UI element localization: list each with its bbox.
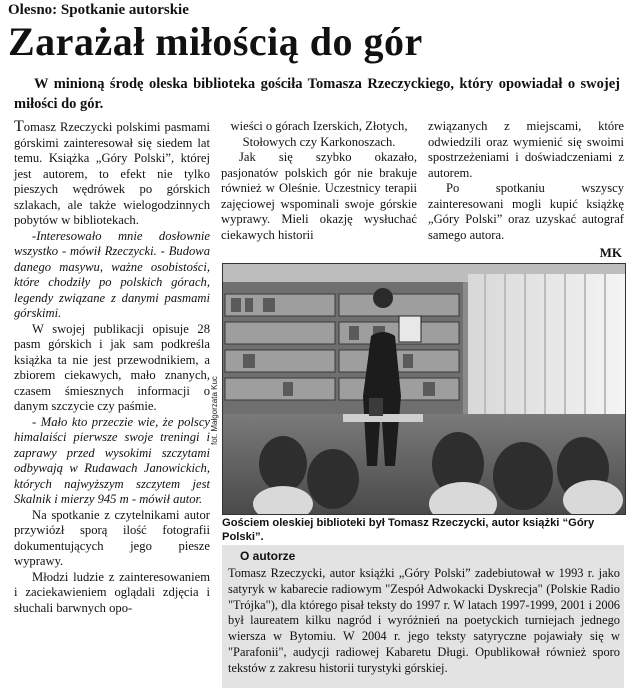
- quote-text: -Interesowało mnie dosłownie wszystko - mówił Rzeczycki. - Budowa danego masywu, ważne osobistości, które chodziły po polskich górach, legendy związane z danymi pasmami górskimi.: [14, 228, 210, 320]
- article-lead: W minioną środę oleska biblioteka gościła Tomasza Rzeczyckiego, który opowiadał o swojej miłości do gór.: [14, 76, 620, 112]
- article-kicker: Olesno: Spotkanie autorskie: [8, 2, 189, 18]
- column1-paragraph-1: [14, 119, 210, 229]
- column3-paragraph-1: związanych z miejscami, które odwiedzili oraz wymienić się swoimi spostrzeżeniami i doświadczeniami z autorem.: [428, 119, 624, 180]
- about-author-title: O autorze: [240, 549, 296, 563]
- about-author-box: [222, 545, 624, 688]
- text-column-1: [14, 119, 210, 616]
- quote-text-2: - Mało kto przeczie wie, że polscy himalaiści pierwsze swoje treningi i zaprawy przed wysokimi szczytami odbywają w Rudawach Janowickich, których najwyższym szczytem jest Skalnik i mierzy 945 m - mówił autor.: [14, 414, 210, 506]
- photo-caption: Gościem oleskiej biblioteki był Tomasz Rzeczycki, autor książki “Góry Polski”.: [222, 517, 595, 543]
- column1-paragraph-1-text: omasz Rzeczycki polskimi pasmami górskimi zainteresował się siedem lat temu. Książka „Góry Polski”, której jest autorem, to efekt nie tylko pieszych wędrówek po górskich szlakach, ale także wielogodzinnych pobytów w bibliotekach.: [14, 120, 210, 227]
- column1-paragraph-2: [14, 229, 210, 322]
- about-author-text: Tomasz Rzeczycki, autor książki „Góry Polski” zadebiutował w 1993 r. jako satyryk w kabarecie radiowym "Zespół Adwokacki Dyskrecja" (Polskie Radio "Trójka"), dla którego pisał teksty do 1997 r. W latach 1997-1999, 2001 i 2006 był laureatem kilku nagród i wyróżnień na poetyckich turniejach jednego wiersza w Bytomiu. W 2004 r. jego teksty satyryczne pojawiały się w "Parafonii", audycji radiowej Kabaretu Długi. Opublikował również sporo tekstów z zakresu historii turystyki górskiej.: [228, 566, 620, 675]
- column1-paragraph-4: [14, 415, 210, 508]
- column1-paragraph-3: W swojej publikacji opisuje 28 pasm górskich i jak sam podkreśla książka ta nie jest przewodnikiem, a zbiorem ciekawych, mało znanych, czasem śmiesznych informacji o danym szczycie czy paśmie.: [14, 321, 210, 413]
- article-photo: [222, 263, 626, 515]
- drop-cap: T: [14, 118, 24, 135]
- column1-paragraph-6: Młodzi ludzie z zainteresowaniem i zaciekawieniem oglądali zdjęcia i słuchali barwnych opo-: [14, 569, 210, 615]
- text-column-3: [428, 119, 624, 243]
- text-column-2: [221, 119, 417, 243]
- photo-illustration: [223, 264, 625, 514]
- column1-paragraph-5: Na spotkanie z czytelnikami autor przywiózł sporą ilość fotografii dokumentujących jego piesze wyprawy.: [14, 507, 210, 568]
- column2-paragraph-1: wieści o górach Izerskich, Złotych, Stołowych czy Karkonoszach.: [230, 119, 408, 149]
- column2-paragraph-2: Jak się szybko okazało, pasjonatów polskich gór nie brakuje również w Oleśnie. Uczestnicy terapii zajęciowej wspominali swoje górskie wyprawy. Mieli okazję wysłuchać ciekawych historii: [221, 150, 417, 242]
- photo-credit: fot. Małgorzata Kuc: [210, 376, 219, 445]
- column3-paragraph-2: Po spotkaniu wszyscy zainteresowani mogli kupić książkę „Góry Polski” oraz uzyskać autograf samego autora.: [428, 181, 624, 242]
- article-headline: Zarażał miłością do gór: [8, 19, 423, 64]
- author-signature: MK: [599, 245, 622, 260]
